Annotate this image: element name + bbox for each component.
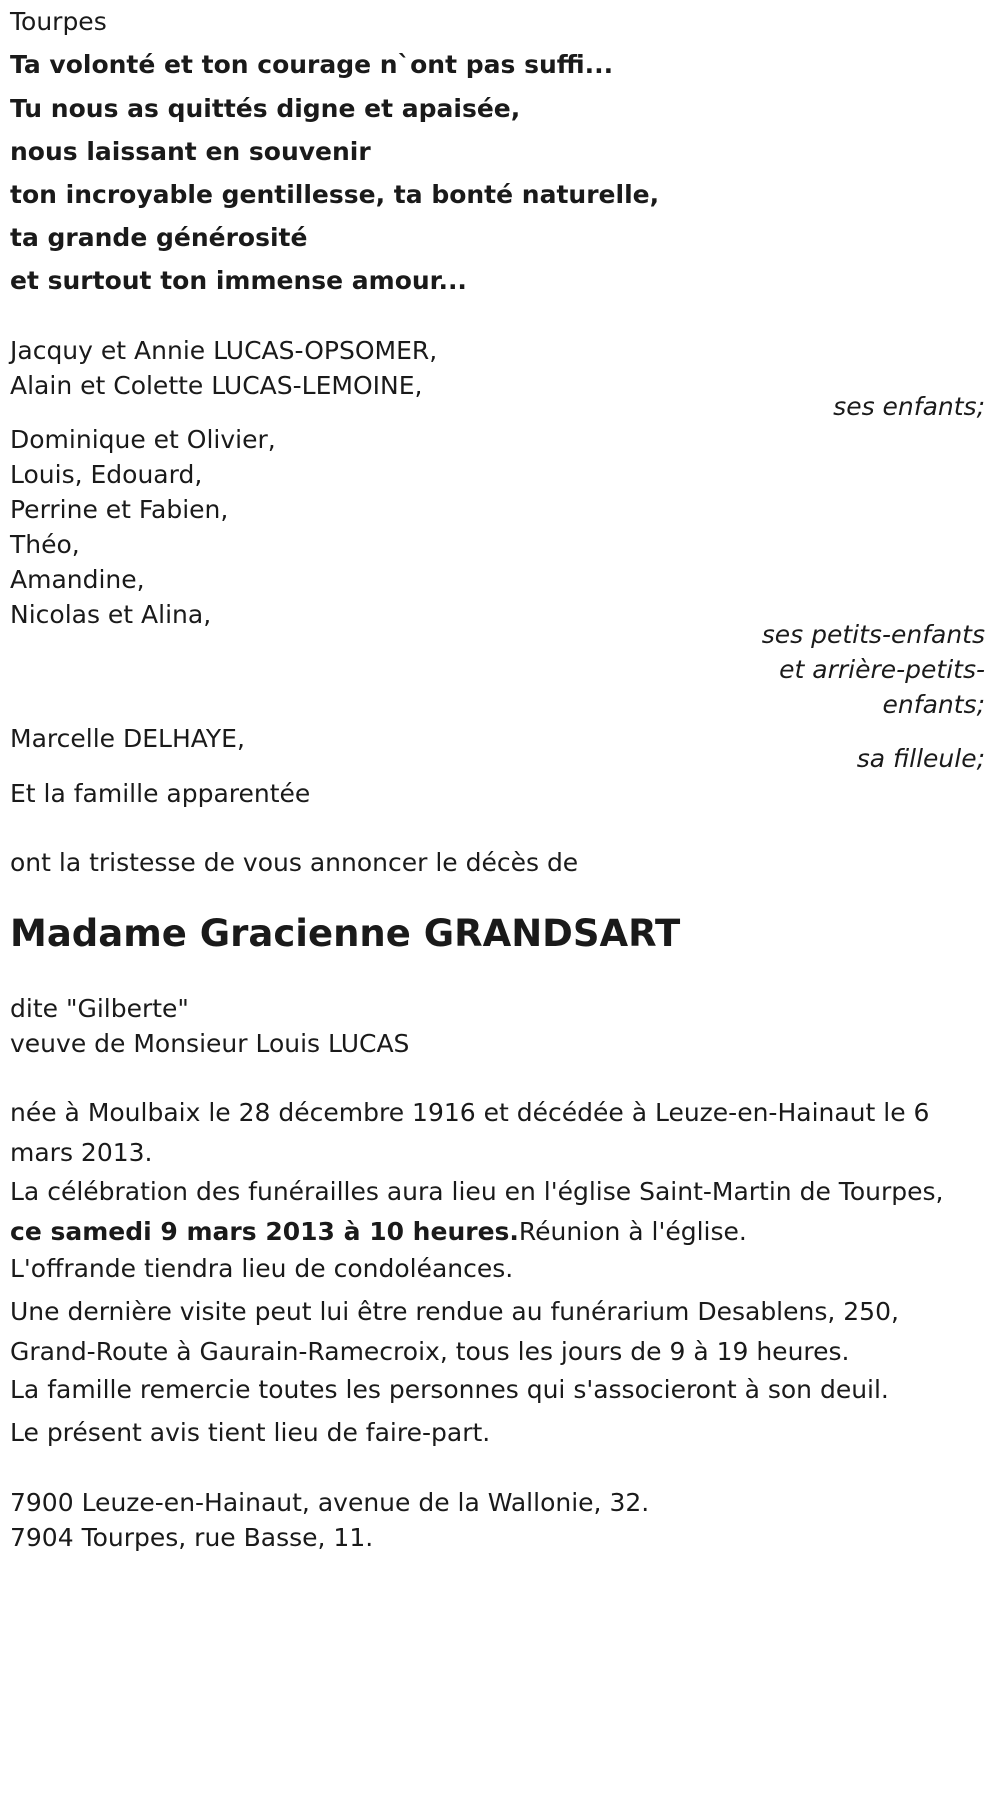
grandchildren-role: et arrière-petits- — [779, 655, 985, 684]
funeral-prefix: La célébration des funérailles aura lieu en l'église Saint-Martin de Tourpes, — [10, 1177, 944, 1206]
children-role: ses enfants; — [833, 392, 985, 421]
grandchild-name: Perrine et Fabien, — [10, 495, 229, 524]
grandchildren-role: enfants; — [882, 690, 985, 719]
offering: L'offrande tiendra lieu de condoléances. — [10, 1254, 514, 1283]
grandchild-name: Louis, Edouard, — [10, 460, 203, 489]
grandchild-name: Amandine, — [10, 565, 145, 594]
grandchild-name: Théo, — [10, 530, 80, 559]
funeral-suffix: Réunion à l'église. — [518, 1217, 747, 1246]
poem-line: nous laissant en souvenir — [10, 137, 371, 166]
location-heading: Tourpes — [10, 7, 107, 36]
poem-line: Ta volonté et ton courage n`ont pas suffi... — [10, 50, 614, 79]
deceased-name: Madame Gracienne GRANDSART — [10, 912, 681, 955]
thanks: La famille remercie toutes les personnes qui s'associeront à son deuil. — [10, 1375, 889, 1404]
birth-death: née à Moulbaix le 28 décembre 1916 et décédée à Leuze-en-Hainaut le 6 mars 2013. — [10, 1098, 930, 1167]
deceased-widow-of: veuve de Monsieur Louis LUCAS — [10, 1029, 410, 1058]
child-name: Alain et Colette LUCAS-LEMOINE, — [10, 371, 423, 400]
poem-line: et surtout ton immense amour... — [10, 266, 467, 295]
grandchild-name: Dominique et Olivier, — [10, 425, 276, 454]
poem-line: Tu nous as quittés digne et apaisée, — [10, 94, 521, 123]
poem-line: ton incroyable gentillesse, ta bonté naturelle, — [10, 180, 660, 209]
child-name: Jacquy et Annie LUCAS-OPSOMER, — [10, 336, 438, 365]
family-line: Et la famille apparentée — [10, 779, 311, 808]
visit-info: Une dernière visite peut lui être rendue au funérarium Desablens, 250, Grand-Route à Gaurain-Ramecroix, tous les jours de 9 à 19 heures. — [10, 1297, 899, 1366]
announcement: ont la tristesse de vous annoncer le décès de — [10, 848, 579, 877]
funeral-date: ce samedi 9 mars 2013 à 10 heures. — [10, 1217, 519, 1246]
poem-line: ta grande générosité — [10, 223, 308, 252]
deceased-nickname: dite "Gilberte" — [10, 994, 189, 1023]
notice: Le présent avis tient lieu de faire-part. — [10, 1418, 491, 1447]
address-line: 7904 Tourpes, rue Basse, 11. — [10, 1523, 374, 1552]
goddaughter-role: sa filleule; — [856, 744, 985, 773]
goddaughter-name: Marcelle DELHAYE, — [10, 724, 245, 753]
grandchild-name: Nicolas et Alina, — [10, 600, 212, 629]
grandchildren-role: ses petits-enfants — [761, 620, 985, 649]
funeral-info — [10, 1172, 970, 1252]
address-line: 7900 Leuze-en-Hainaut, avenue de la Wallonie, 32. — [10, 1488, 650, 1517]
